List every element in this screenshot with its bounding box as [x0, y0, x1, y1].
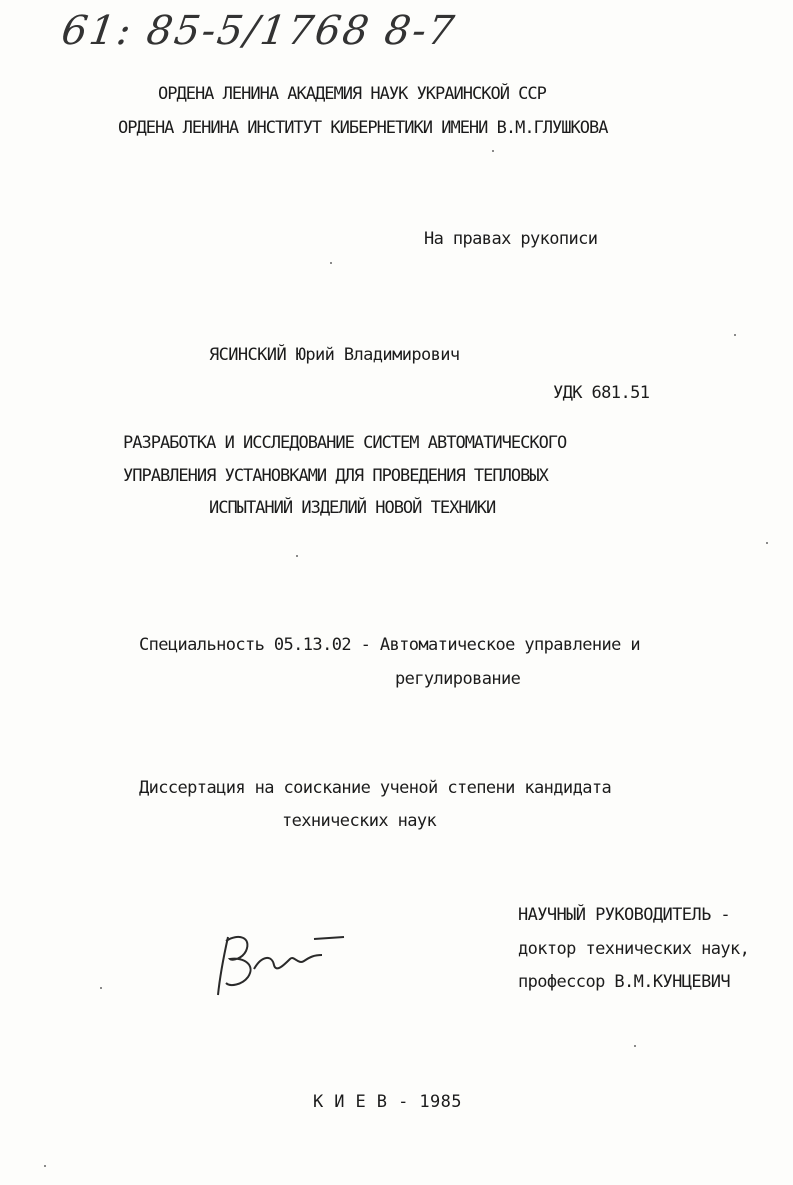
supervisor-line-2: доктор технических наук,	[518, 939, 750, 959]
manuscript-note: На правах рукописи	[424, 229, 598, 249]
paper-speck	[44, 1165, 46, 1167]
city-year: К И Е В - 1985	[313, 1092, 462, 1112]
degree-line-1: Диссертация на соискание ученой степени кандидата	[139, 778, 612, 798]
supervisor-line-3: профессор В.М.КУНЦЕВИЧ	[518, 972, 730, 992]
archive-handwritten-mark: 61: 85-5/1768 8-7	[58, 8, 459, 54]
paper-speck	[634, 1045, 636, 1047]
degree-line-2: технических наук	[282, 811, 437, 831]
institution-line-1: ОРДЕНА ЛЕНИНА АКАДЕМИЯ НАУК УКРАИНСКОЙ ССР	[158, 84, 546, 104]
title-line-1: РАЗРАБОТКА И ИССЛЕДОВАНИЕ СИСТЕМ АВТОМАТИЧЕСКОГО	[123, 433, 567, 453]
title-line-3: ИСПЫТАНИЙ ИЗДЕЛИЙ НОВОЙ ТЕХНИКИ	[209, 498, 496, 518]
udk-code: УДК 681.51	[553, 383, 650, 403]
supervisor-line-1: НАУЧНЫЙ РУКОВОДИТЕЛЬ -	[518, 905, 730, 925]
specialty-line-2: регулирование	[395, 669, 521, 689]
paper-speck	[100, 987, 102, 989]
paper-speck	[766, 542, 768, 544]
paper-speck	[330, 262, 332, 264]
specialty-line-1: Специальность 05.13.02 - Автоматическое управление и	[139, 635, 641, 655]
paper-speck	[296, 555, 298, 557]
paper-speck	[492, 150, 494, 152]
author-name: ЯСИНСКИЙ Юрий Владимирович	[209, 345, 460, 365]
author-signature	[214, 925, 354, 1005]
paper-speck	[734, 334, 736, 336]
institution-line-2: ОРДЕНА ЛЕНИНА ИНСТИТУТ КИБЕРНЕТИКИ ИМЕНИ В.М.ГЛУШКОВА	[118, 118, 608, 138]
title-line-2: УПРАВЛЕНИЯ УСТАНОВКАМИ ДЛЯ ПРОВЕДЕНИЯ ТЕПЛОВЫХ	[123, 466, 548, 486]
